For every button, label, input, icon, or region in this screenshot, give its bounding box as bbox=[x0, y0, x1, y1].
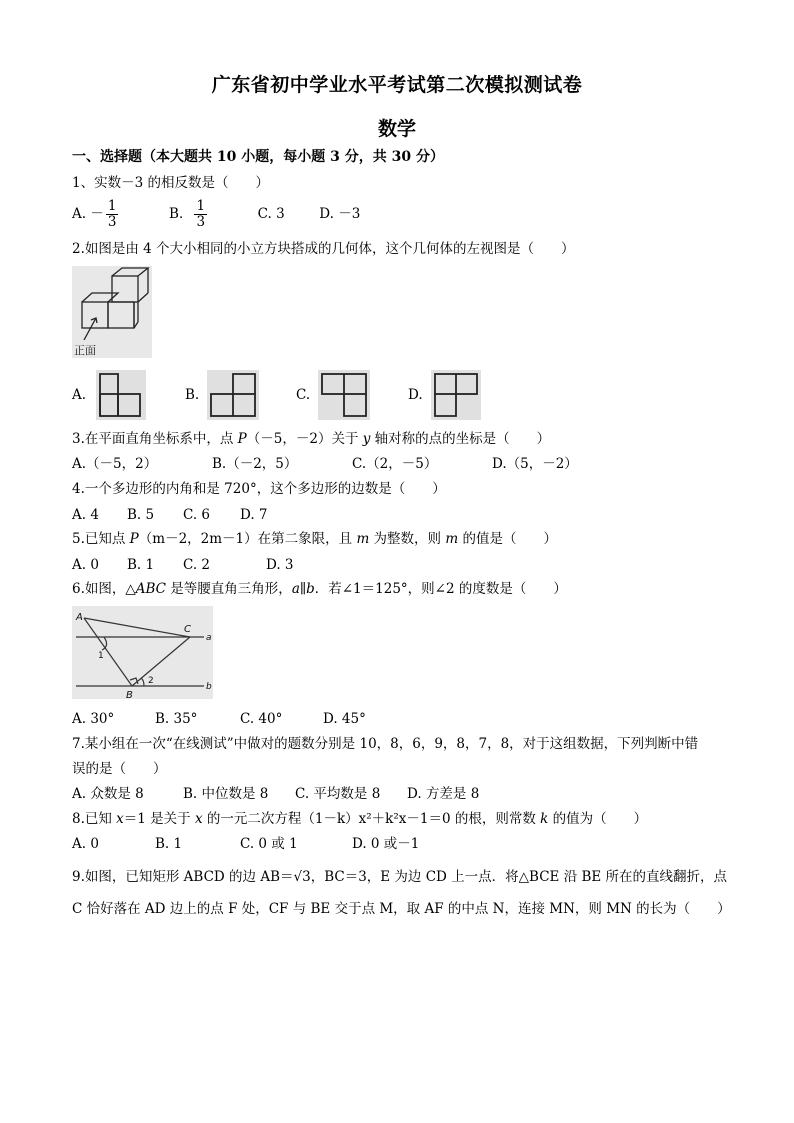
question-9-stem-line2: C 恰好落在 AD 边上的点 F 处，CF 与 BE 交于点 M，取 AF 的中点 N，连接 MN，则 MN 的长为（ ） bbox=[72, 901, 731, 917]
q4-option-b: B. 5 bbox=[127, 507, 155, 523]
svg-text:1: 1 bbox=[98, 651, 104, 661]
q7-option-d: D. 方差是 8 bbox=[407, 786, 480, 802]
q6-option-c: C. 40° bbox=[240, 711, 283, 727]
question-2-stem: 2.如图是由 4 个大小相同的小立方块搭成的几何体，这个几何体的左视图是（ ） bbox=[72, 241, 575, 257]
q6-option-b: B. 35° bbox=[155, 711, 198, 727]
q8-option-d: D. 0 或－1 bbox=[352, 836, 420, 852]
svg-text:A: A bbox=[76, 612, 83, 623]
q5-option-c: C. 2 bbox=[183, 557, 211, 573]
q2-label-c: C. bbox=[296, 387, 311, 403]
q8-option-c: C. 0 或 1 bbox=[240, 836, 298, 852]
q2-option-d-figure bbox=[431, 370, 481, 420]
question-9-stem-line1: 9.如图，已知矩形 ABCD 的边 AB＝√3，BC＝3，E 为边 CD 上一点．将△BCE 沿 BE 所在的直线翻折，点 bbox=[72, 869, 728, 885]
q1-option-b: B． $\frac{1}{3}$ bbox=[169, 198, 206, 230]
q2-label-b: B. bbox=[185, 387, 200, 403]
q7-option-a: A. 众数是 8 bbox=[72, 786, 144, 802]
q2-option-a-figure bbox=[96, 370, 146, 420]
svg-text:b: b bbox=[206, 682, 212, 692]
question-7-stem-line2: 误的是（ ） bbox=[72, 761, 167, 777]
q3-option-a: A.（－5，2） bbox=[72, 456, 158, 472]
q3-option-d: D.（5，－2） bbox=[492, 456, 578, 472]
question-7-stem-line1: 7.某小组在一次“在线测试”中做对的题数分别是 10，8，6，9，8，7，8，对于这组数据，下列判断中错 bbox=[72, 736, 699, 752]
svg-text:2: 2 bbox=[148, 676, 154, 686]
question-1-options bbox=[72, 196, 360, 232]
subject-title: 数学 bbox=[377, 118, 416, 140]
q6-option-d: D. 45° bbox=[323, 711, 366, 727]
question-1-stem: 1、实数－3 的相反数是（ ） bbox=[72, 175, 269, 191]
question-6-stem: 6.如图，△ABC 是等腰直角三角形，a∥b．若∠1＝125°，则∠2 的度数是（ ） bbox=[72, 581, 567, 597]
svg-text:B: B bbox=[126, 690, 133, 699]
triangle-parallel-lines-figure bbox=[72, 606, 213, 699]
q4-option-a: A. 4 bbox=[72, 507, 99, 523]
q5-option-d: D. 3 bbox=[266, 557, 294, 573]
q5-option-a: A. 0 bbox=[72, 557, 99, 573]
question-4-stem: 4.一个多边形的内角和是 720°，这个多边形的边数是（ ） bbox=[72, 481, 446, 497]
q8-option-a: A. 0 bbox=[72, 836, 99, 852]
svg-text:C: C bbox=[184, 624, 191, 635]
q4-option-c: C. 6 bbox=[183, 507, 211, 523]
q1-option-c: C. 3 bbox=[257, 206, 285, 222]
page-title: 广东省初中学业水平考试第二次模拟测试卷 bbox=[211, 74, 583, 96]
q5-option-b: B. 1 bbox=[127, 557, 155, 573]
q2-label-a: A. bbox=[72, 387, 87, 403]
q6-option-a: A. 30° bbox=[72, 711, 115, 727]
q2-option-b-figure bbox=[207, 370, 259, 420]
q1-option-d: D. －3 bbox=[319, 206, 361, 222]
q3-option-c: C.（2，－5） bbox=[352, 456, 438, 472]
q1-option-a: A. － $\frac{1}{3}$ bbox=[72, 198, 117, 230]
front-label: 正面 bbox=[74, 344, 96, 357]
q8-option-b: B. 1 bbox=[155, 836, 183, 852]
q7-option-b: B. 中位数是 8 bbox=[183, 786, 269, 802]
question-5-stem: 5.已知点 P（m－2，2m－1）在第二象限，且 m 为整数，则 m 的值是（ ） bbox=[72, 531, 557, 547]
q7-option-c: C. 平均数是 8 bbox=[295, 786, 381, 802]
q3-option-b: B.（－2，5） bbox=[212, 456, 298, 472]
q4-option-d: D. 7 bbox=[240, 507, 268, 523]
fraction: $\frac{1}{3}$ bbox=[196, 198, 206, 230]
question-8-stem: 8.已知 x＝1 是关于 x 的一元二次方程（1－k）x²＋k²x－1＝0 的根，则常数 k 的值为（ ） bbox=[72, 811, 648, 827]
q2-option-c-figure bbox=[318, 370, 370, 420]
q2-label-d: D. bbox=[408, 387, 423, 403]
fraction: $\frac{1}{3}$ bbox=[107, 198, 117, 230]
question-3-stem: 3.在平面直角坐标系中，点 P（－5，－2）关于 y 轴对称的点的坐标是（ ） bbox=[72, 431, 551, 447]
svg-text:a: a bbox=[206, 633, 212, 643]
cube-solid-figure bbox=[72, 266, 152, 358]
section-heading: 一、选择题（本大题共 10 小题，每小题 3 分，共 30 分） bbox=[72, 149, 444, 165]
